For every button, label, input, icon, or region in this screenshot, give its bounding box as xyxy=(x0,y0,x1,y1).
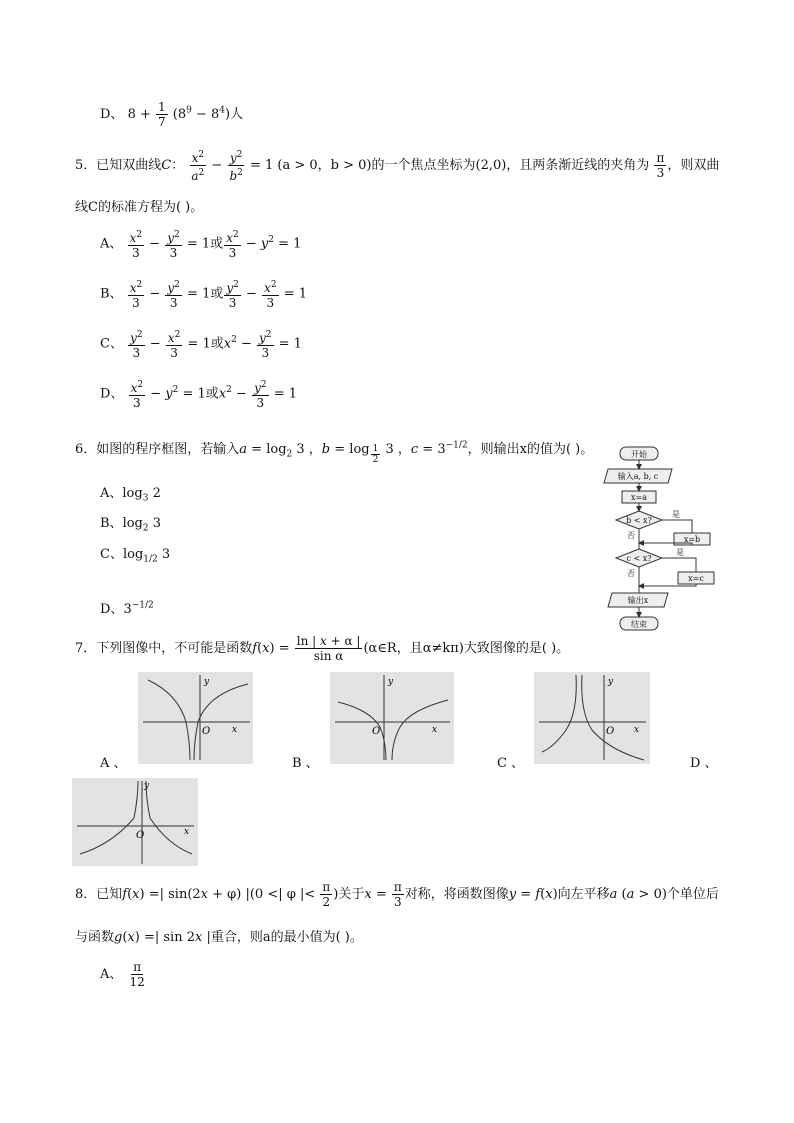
flow-output-label: 输出x xyxy=(627,596,649,605)
q7-condition: (α∈R，且α≠kπ) xyxy=(363,641,464,656)
or-word: 或 xyxy=(210,286,224,302)
q5-option-b: B、 $\frac{x^2}{3}$ − $\frac{y^2}{3}$ = 1或 $\frac{y^2}{3}$ − $\frac{x^2}{3}$ = 1 xyxy=(100,280,307,310)
flow-input-label: 输入a, b, c xyxy=(617,472,659,481)
q8-text-c: 对称，将函数图像 xyxy=(404,887,509,902)
program-flowchart xyxy=(598,445,728,637)
flow-cond1-label: b < x? xyxy=(626,516,652,525)
or-word: 或 xyxy=(205,386,219,402)
option-label: D、 xyxy=(100,602,124,617)
q5-option-c: C、 $\frac{y^2}{3}$ − $\frac{x^2}{3}$ = 1或$x^2$ − $\frac{y^2}{3}$ = 1 xyxy=(100,330,302,360)
or-word: 或 xyxy=(210,336,224,352)
option-label: A、 xyxy=(100,967,123,982)
q8-text-a: 8．已知 xyxy=(75,887,123,902)
or-word: 或 xyxy=(210,236,224,252)
q6-option-b: B、$\log_2 3$ xyxy=(100,516,162,534)
q6-option-d: D、$3^{-1/2}$ xyxy=(100,600,154,617)
q5-option-a: A、 $\frac{x^2}{3}$ − $\frac{y^2}{3}$ = 1或 $\frac{x^2}{3}$ − $y^2 = 1$ xyxy=(100,230,302,260)
origin-label: O xyxy=(136,830,145,841)
q7-option-a-label: A 、 xyxy=(100,756,127,771)
option-tail: 人 xyxy=(230,107,244,122)
option-label: D、 xyxy=(100,107,124,122)
flow-yes1-label: 是 xyxy=(672,510,680,519)
q8-text-d: 向左平移 xyxy=(557,887,610,902)
option-label: C、 xyxy=(100,547,123,562)
q6-option-a: A、$\log_3 2$ xyxy=(100,486,161,504)
flow-assign1-label: x=a xyxy=(631,493,647,502)
origin-label: O xyxy=(202,726,211,737)
flow-assign3-label: x=c xyxy=(688,574,704,583)
q7-option-d-label: D 、 xyxy=(690,756,718,771)
axis-y-label: y xyxy=(388,677,394,687)
q4-option-d: D、 8 + $\frac{1}{7}$ $(8^9 - 8^4)$人 xyxy=(100,100,244,129)
q8-stem-line2: 与函数g(x) =| sin 2x |重合，则a的最小值为( )。 xyxy=(75,930,363,945)
option-label: B、 xyxy=(100,516,123,531)
option-label: D、 xyxy=(100,386,124,402)
flow-no1-label: 否 xyxy=(627,531,635,540)
q8-text-g: 重合，则a的最小值为( )。 xyxy=(210,930,363,945)
flow-no2-label: 否 xyxy=(627,569,635,578)
axis-x-label: x xyxy=(432,725,438,735)
q6-option-c: C、$\log_{1/2} 3$ xyxy=(100,547,171,565)
flow-assign2-label: x=b xyxy=(683,535,701,544)
axis-x-label: x xyxy=(634,725,640,735)
flow-cond2-label: c < x? xyxy=(626,554,652,563)
option-label: B、 xyxy=(100,286,123,302)
option-label: A、 xyxy=(100,486,123,501)
graph-d xyxy=(72,778,198,866)
q6-stem: 6．如图的程序框图，若输入$a = \log_2 3$ ，b = log $_{\frac{1}{2}}$ 3 ，$c = 3^{-1/2}$，则输出x的值为( )。 xyxy=(75,440,594,465)
axis-x-label: x xyxy=(232,725,238,735)
q8-text-f: 与函数 xyxy=(75,930,115,945)
q8-option-a: A、 $\frac{\pi}{12}$ xyxy=(100,960,145,989)
graph-c xyxy=(534,672,650,764)
q5-stem-line2: 线C的标准方程为( )。 xyxy=(75,200,204,215)
axis-y-label: y xyxy=(144,781,150,791)
q6-tail: ，则输出x的值为( )。 xyxy=(467,442,594,457)
q7-tail: 大致图像的是( )。 xyxy=(463,641,570,656)
q6-text: 6．如图的程序框图，若输入 xyxy=(75,442,240,457)
q7-option-c-label: C 、 xyxy=(497,756,525,771)
option-label: A、 xyxy=(100,236,123,252)
fraction: $\frac{1}{7}$ xyxy=(158,100,166,129)
q5-prefix: 5．已知双曲线 xyxy=(75,158,162,173)
q5-condition: (a > 0，b > 0)的一个焦点坐标为(2,0)，且两条渐近线的夹角为 xyxy=(277,158,650,173)
axis-y-label: y xyxy=(204,677,210,687)
q5-stem: 5．已知双曲线C： $\frac{x^2}{a^2}$ − $\frac{y^2}{b^2}$ = 1 (a > 0，b > 0)的一个焦点坐标为(2,0)，且两条渐近线的夹角为 $\frac{\pi}{3}$ ，则双曲 xyxy=(75,150,720,183)
q5-option-d: D、 $\frac{x^2}{3}$ − $y^2 = 1$或$x^2$ − $\frac{y^2}{3}$ = 1 xyxy=(100,380,298,410)
axis-y-label: y xyxy=(608,677,614,687)
q8-stem: 8．已知f(x) =| sin(2x + φ) |(0 <| φ |< $\frac{\pi}{2}$ )关于x = $\frac{\pi}{3}$ 对称，将函数图像y = f(x)向左平移a (a > 0)个单位后 xyxy=(75,880,719,909)
q8-text-e: 个单位后 xyxy=(666,887,719,902)
q8-text-b: 关于 xyxy=(338,887,365,902)
origin-label: O xyxy=(372,726,381,737)
graph-a xyxy=(138,672,253,764)
q5-suffix: ，则双曲 xyxy=(667,158,720,173)
q7-text: 7．下列图像中，不可能是函数 xyxy=(75,641,253,656)
option-label: C、 xyxy=(100,336,123,352)
q7-option-b-label: B 、 xyxy=(292,756,319,771)
origin-label: O xyxy=(606,726,615,737)
axis-x-label: x xyxy=(184,827,190,837)
flow-start-label: 开始 xyxy=(631,450,647,459)
graph-b xyxy=(330,672,454,764)
flow-end-label: 结束 xyxy=(631,620,647,629)
q7-stem: 7．下列图像中，不可能是函数f(x) = $\frac{\ln | x + \alpha |}{\text{sin α}}$ (α∈R，且α≠kπ)大致图像的是( )。 xyxy=(75,634,570,663)
flow-yes2-label: 是 xyxy=(676,548,684,557)
